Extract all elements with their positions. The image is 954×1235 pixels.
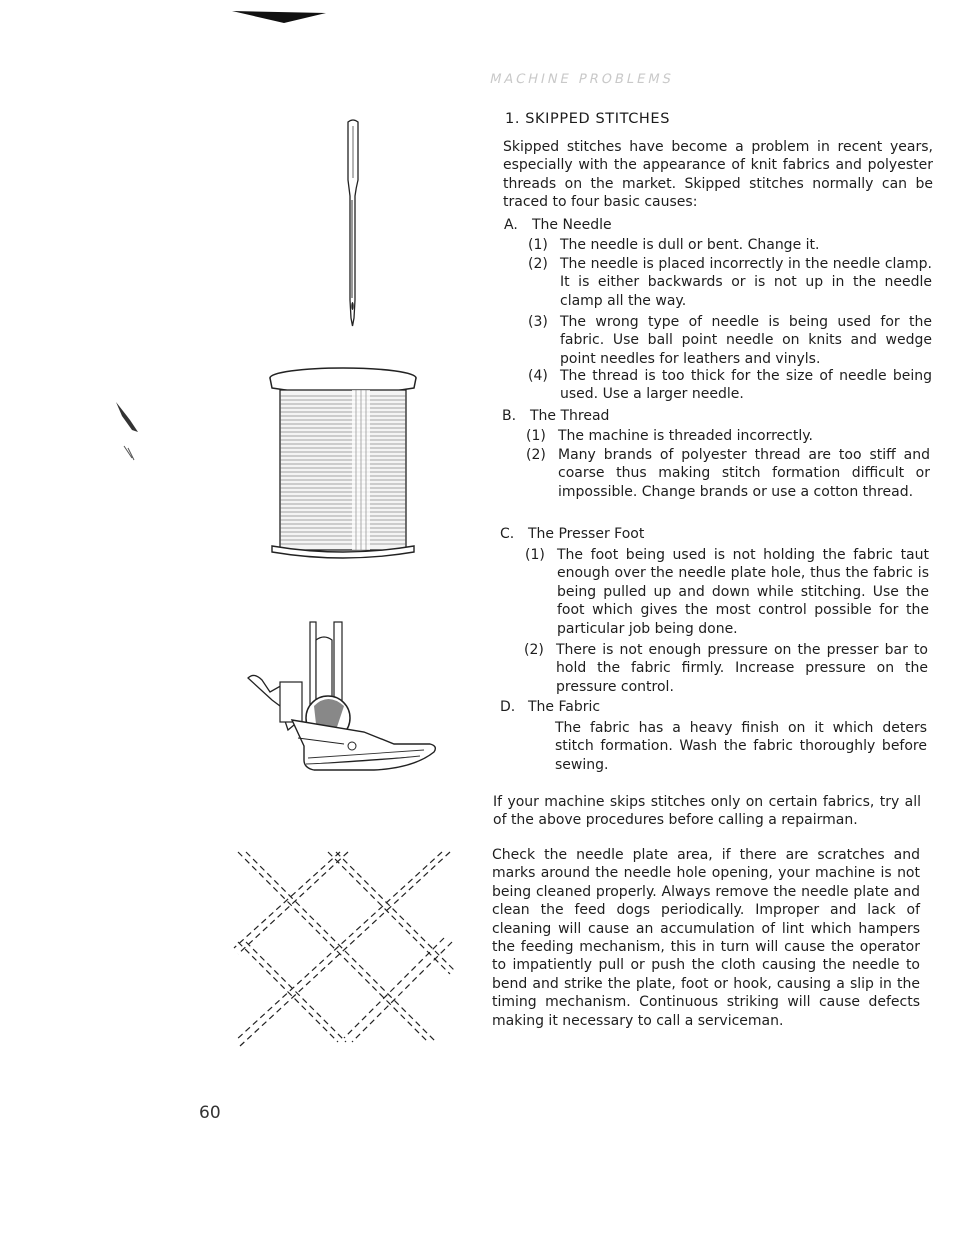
- presser-item-1: [525, 546, 929, 638]
- presser-foot-illustration: [244, 620, 440, 778]
- item-number: (2): [526, 447, 546, 463]
- item-text: The needle is dull or bent. Change it.: [560, 237, 820, 253]
- item-number: (2): [528, 256, 548, 272]
- thread-spool-illustration: [268, 366, 418, 566]
- cause-c-title: The Presser Foot: [528, 526, 645, 542]
- cause-d-label: D.: [500, 699, 516, 715]
- intro-paragraph: Skipped stitches have become a problem in recent years, especially with the appearance of knit fabrics and polyester threads on the market. Skipped stitches normally can be traced to four basic causes:: [503, 139, 933, 211]
- faint-heading: MACHINE PROBLEMS: [488, 72, 676, 87]
- item-number: (3): [528, 314, 548, 330]
- item-text: The foot being used is not holding the fabric taut enough over the needle plate hole, thus the fabric is being pulled up and down while stitching. Use the foot which gives the most control possible for the particular job being done.: [557, 547, 929, 637]
- needle-item-3: [528, 313, 932, 368]
- paragraph-repairman: If your machine skips stitches only on certain fabrics, try all of the above procedures before calling a repairman.: [493, 794, 921, 829]
- skipped-stitch-pattern: [228, 842, 460, 1054]
- item-text: The fabric has a heavy finish on it which deters stitch formation. Wash the fabric thoroughly before sewing.: [555, 720, 927, 773]
- top-arrow-mark: [232, 8, 326, 24]
- needle-item-4: [528, 367, 932, 404]
- item-text: There is not enough pressure on the presser bar to hold the fabric firmly. Increase pressure on the pressure control.: [556, 642, 928, 695]
- cause-a-title: The Needle: [532, 217, 612, 233]
- paragraph-needle-plate: Check the needle plate area, if there are scratches and marks around the needle hole opening, your machine is not being cleaned properly. Always remove the needle plate and clean the feed dogs periodically. Improper and lack of cleaning will cause an accumulation of lint which hampers the feeding mechanism, this in turn will cause the operator to impatiently pull or push the cloth causing the needle to bend and strike the plate, foot or hook, causing a slip in the timing mechanism. Continuous striking will cause defects making it necessary to call a serviceman.: [492, 847, 920, 1029]
- needle-illustration: [338, 118, 368, 330]
- item-number: (1): [526, 428, 546, 444]
- thread-item-1: [526, 427, 938, 445]
- item-text: The wrong type of needle is being used for the fabric. Use ball point needle on knits and wedge point needles for leathers and vinyls.: [560, 314, 932, 367]
- cause-b-label: B.: [502, 408, 517, 424]
- section-title: 1. SKIPPED STITCHES: [505, 111, 670, 127]
- needle-item-1: [528, 236, 940, 254]
- cause-c-label: C.: [500, 526, 515, 542]
- needle-item-2: [528, 255, 932, 310]
- item-number: (4): [528, 368, 548, 384]
- item-number: (1): [525, 547, 545, 563]
- item-text: The needle is placed incorrectly in the needle clamp. It is either backwards or is not up in the needle clamp all the way.: [560, 256, 932, 309]
- page-number: 60: [199, 1103, 221, 1123]
- item-text: The machine is threaded incorrectly.: [558, 428, 813, 444]
- item-number: (2): [524, 642, 544, 658]
- item-text: Many brands of polyester thread are too stiff and coarse thus making stitch formation difficult or impossible. Change brands or use a cotton thread.: [558, 447, 930, 500]
- stray-marks: [110, 400, 160, 470]
- cause-d-title: The Fabric: [528, 699, 601, 715]
- presser-item-2: [524, 641, 928, 696]
- cause-b-title: The Thread: [530, 408, 610, 424]
- fabric-item-1: [555, 719, 927, 774]
- item-number: (1): [528, 237, 548, 253]
- cause-a-label: A.: [504, 217, 518, 233]
- thread-item-2: [526, 446, 930, 501]
- item-text: The thread is too thick for the size of needle being used. Use a larger needle.: [560, 368, 932, 403]
